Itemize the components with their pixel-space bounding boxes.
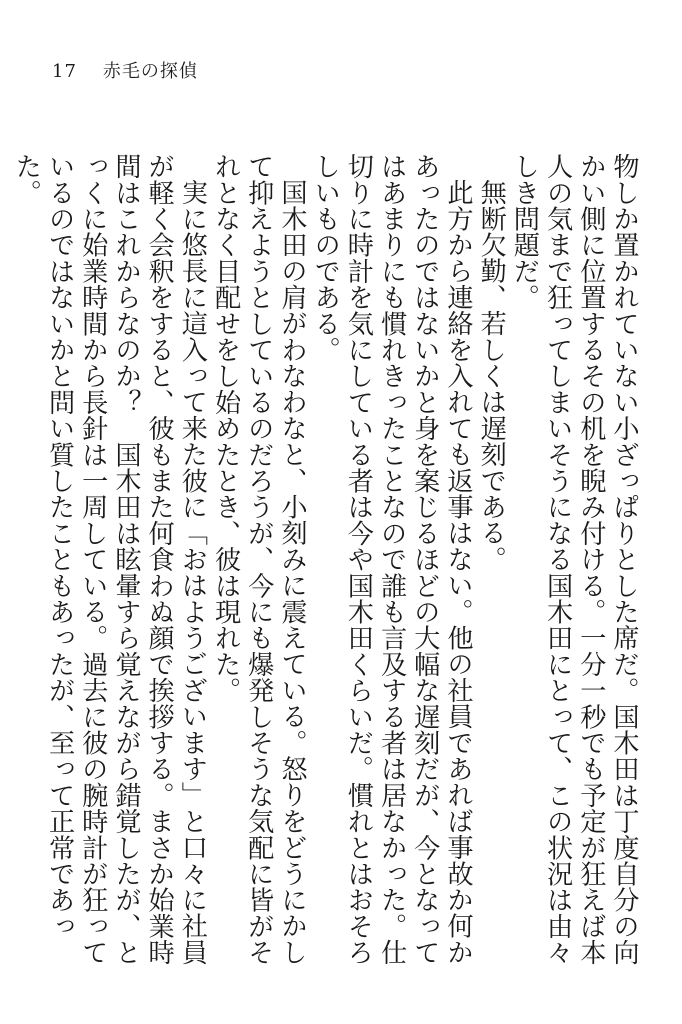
page-number: 17 — [52, 61, 77, 82]
paragraph: 実に悠長に這入って来た彼に「おはようございます」と口々に社員が軽く会釈をすると、彼もまた何食わぬ顔で挨拶する。まさか始業時間はこれからなのか？ 国木田は眩暈すら覚えながら錯覚したが、とっくに始業時間から長針は一周している。過去に彼の腕時計が狂っているのではないかと問い質したこともあったが、至って正常であった。 — [11, 153, 208, 966]
paragraph: 国木田の肩がわなわなと、小刻みに震えている。怒りをどうにかして抑えようとしているのだろうが、今にも爆発しそうな気配に皆がそれとなく目配せをし始めたとき、彼は現れた。 — [210, 153, 307, 966]
paragraph: 無断欠勤、若しくは遅刻である。 — [476, 179, 507, 573]
running-header — [52, 60, 198, 84]
paragraph: 物しか置かれていない小ざっぱりとした席だ。国木田は丁度自分の向かい側に位置するその机を睨み付ける。一分一秒でも予定が狂えば本人の気まで狂ってしまいそうになる国木田にとって、この状況は由々しき問題だ。 — [509, 153, 639, 966]
vertical-body-text — [11, 153, 640, 983]
chapter-title: 赤毛の探偵 — [102, 61, 198, 82]
paragraph: 此方から連絡を入れても返事はない。他の社員であれば事故か何かあったのではないかと身を案じるほどの大幅な遅刻だが、今となってはあまりにも慣れきったことなので誰も言及する者は居なかった。仕切りに時計を気にしている者は今や国木田くらいだ。慣れとはおそろしいものである。 — [310, 153, 473, 966]
